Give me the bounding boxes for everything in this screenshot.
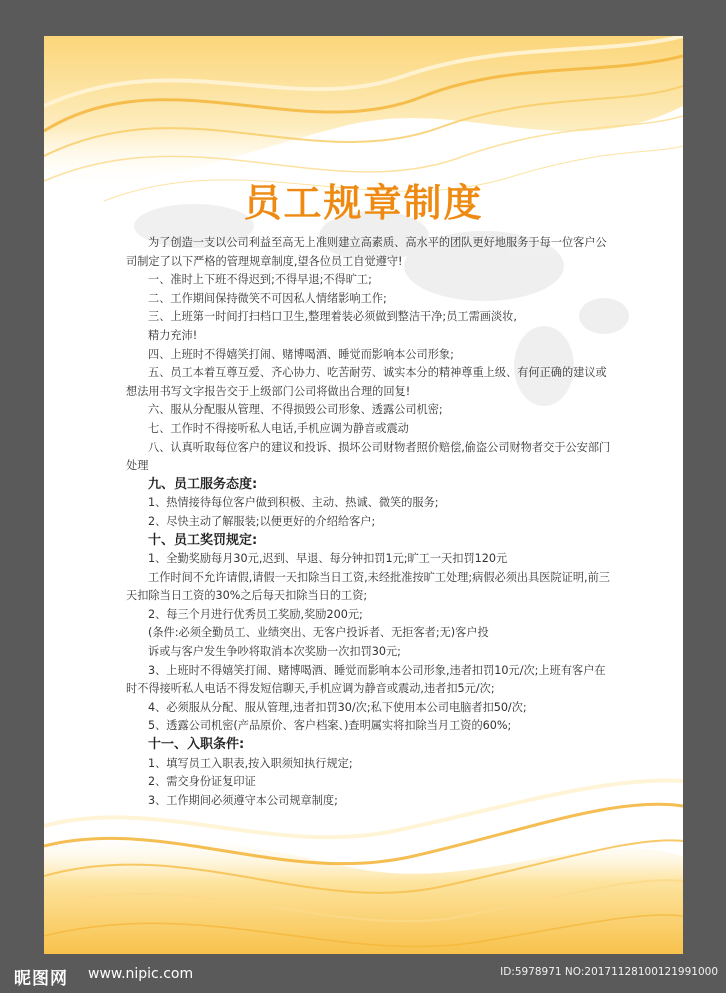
- text-line: 三、上班第一时间打扫档口卫生,整理着装必须做到整洁干净;员工需画淡妆,: [148, 310, 517, 324]
- text-line: 2、尽快主动了解服装;以便更好的介绍给客户;: [148, 514, 376, 528]
- text-line: 为了创造一支以公司利益至高无上准则建立高素质、高水平的团队更好地服务于每一位客户公: [148, 236, 607, 249]
- text-line: 想法用书写文字报告交于上级部门公司将做出合理的回复!: [126, 384, 411, 398]
- image-id-line: ID:5978971 NO:20171128100121991000: [500, 966, 718, 978]
- nipic-logo: 昵图网: [14, 969, 68, 989]
- text-line: 2、每三个月进行优秀员工奖励,奖励200元;: [148, 607, 363, 621]
- text-line: 1、填写员工入职表,按入职须知执行规定;: [148, 756, 353, 770]
- site-url: www.nipic.com: [88, 966, 194, 982]
- text-line: 司制定了以下严格的管理规章制度,望各位员工自觉遵守!: [126, 254, 403, 268]
- text-line: 1、全勤奖励每月30元,迟到、早退、每分钟扣罚1元;旷工一天扣罚120元: [148, 552, 508, 566]
- text-line: 四、上班时不得嬉笑打闹、赌博喝酒、睡觉而影响本公司形象;: [148, 347, 454, 361]
- text-line: 3、工作期间必须遵守本公司规章制度;: [148, 793, 338, 807]
- text-line: 精力充沛!: [148, 328, 198, 342]
- text-line: 二、工作期间保持微笑不可因私人情绪影响工作;: [148, 291, 387, 305]
- text-line: 4、必须服从分配、服从管理,违者扣罚30/次;私下使用本公司电脑者扣50/次;: [148, 700, 527, 714]
- text-line: 时不得接听私人电话不得发短信聊天,手机应调为静音或震动,违者扣5元/次;: [126, 682, 495, 696]
- text-line: 六、服从分配服从管理、不得损毁公司形象、透露公司机密;: [148, 403, 443, 417]
- text-line: 2、需交身份证复印证: [148, 775, 256, 789]
- regulation-text: [126, 234, 646, 810]
- text-line: 1、热情接待每位客户做到积极、主动、热诚、微笑的服务;: [148, 496, 439, 510]
- text-line: (条件:必须全勤员工、业绩突出、无客户投诉者、无拒客者;无)客户投: [148, 626, 489, 640]
- text-line: 诉或与客户发生争吵将取消本次奖励一次扣罚30元;: [148, 645, 401, 659]
- text-line: 处理: [126, 459, 149, 473]
- text-line: 天扣除当日工资的30%之后每天扣除当日的工资;: [126, 589, 368, 603]
- text-line: 5、透露公司机密(产品原价、客户档案、)查明属实将扣除当月工资的60%;: [148, 719, 512, 733]
- section-heading: 十一、入职条件:: [148, 737, 245, 753]
- page-title: 员工规章制度: [243, 181, 484, 225]
- text-line: 3、上班时不得嬉笑打闹、赌博喝酒、睡觉而影响本公司形象,违者扣罚10元/次;上班有客户在: [148, 663, 606, 677]
- section-heading: 九、员工服务态度:: [148, 476, 258, 492]
- watermark-footer: [0, 954, 726, 993]
- text-line: 八、认真听取每位客户的建议和投诉、损坏公司财物者照价赔偿,偷盗公司财物者交于公安部门: [148, 440, 611, 454]
- poster: [44, 36, 683, 954]
- section-heading: 十、员工奖罚规定:: [148, 532, 258, 548]
- text-line: 七、工作时不得接听私人电话,手机应调为静音或震动: [148, 421, 409, 435]
- text-line: 一、准时上下班不得迟到;不得早退;不得旷工;: [148, 273, 372, 287]
- text-line: 五、员工本着互尊互爱、齐心协力、吃苦耐劳、诚实本分的精神尊重上级、有何正确的建议或: [148, 366, 607, 380]
- text-line: 工作时间不允许请假,请假一天扣除当日工资,未经批准按旷工处理;病假必须出具医院证明,前三: [148, 570, 610, 584]
